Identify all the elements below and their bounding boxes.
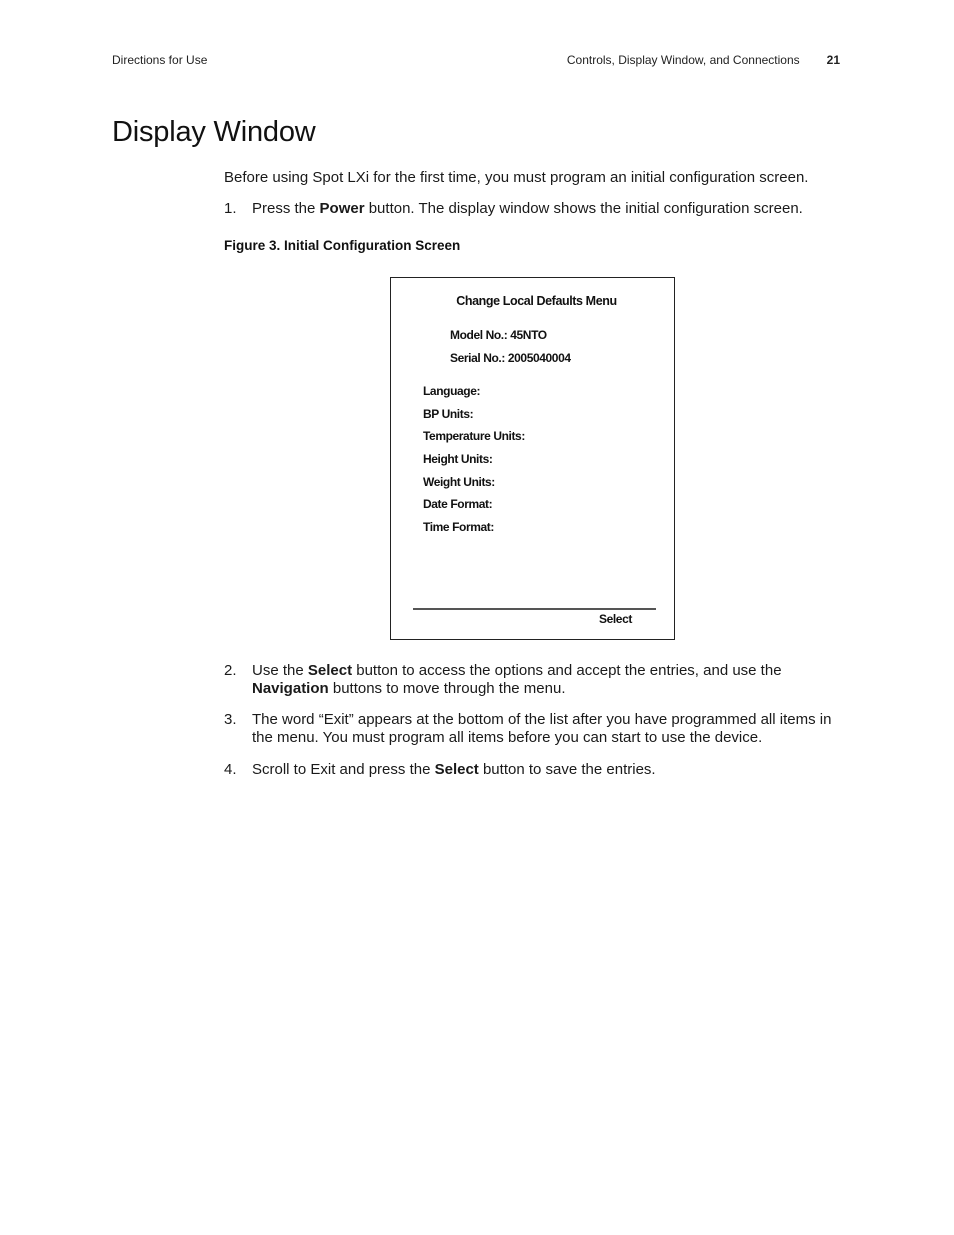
step-2 <box>224 662 849 698</box>
running-header-section: Controls, Display Window, and Connections <box>566 53 800 67</box>
running-header-left: Directions for Use <box>112 53 208 67</box>
select-term: Select <box>307 662 353 679</box>
menu-item-temperature-units: Temperature Units: <box>423 429 525 444</box>
running-header-right <box>567 53 840 67</box>
step-number: 1. <box>224 200 237 217</box>
page-title: Display Window <box>112 116 316 148</box>
menu-item-height-units: Height Units: <box>423 452 493 467</box>
step-number: 4. <box>224 761 237 778</box>
menu-item-date-format: Date Format: <box>423 497 493 512</box>
select-term: Select <box>434 761 479 778</box>
select-softkey-label: Select <box>599 612 632 626</box>
softkey-divider <box>413 608 656 610</box>
model-number: Model No.: 45NTO <box>450 328 547 342</box>
step-text: Use the Select button to access the options and accept the entries, and use the Navigation buttons to move through the menu. <box>252 662 782 697</box>
power-term: Power <box>319 200 365 217</box>
settings-menu <box>423 384 525 543</box>
serial-number: Serial No.: 2005040004 <box>450 351 571 365</box>
step-text: Press the Power button. The display window shows the initial configuration screen. <box>252 200 803 217</box>
step-1 <box>224 200 849 218</box>
screen-title: Change Local Defaults Menu <box>456 294 617 308</box>
step-text: Scroll to Exit and press the Select button to save the entries. <box>252 761 656 778</box>
configuration-screen-figure <box>390 277 675 640</box>
step-number: 2. <box>224 662 237 679</box>
page-number: 21 <box>826 53 840 67</box>
menu-item-language: Language: <box>423 384 481 398</box>
menu-item-weight-units: Weight Units: <box>423 474 495 489</box>
figure-caption: Figure 3. Initial Configuration Screen <box>224 238 461 253</box>
step-number: 3. <box>224 711 237 728</box>
menu-item-bp-units: BP Units: <box>423 406 474 421</box>
step-3 <box>224 711 849 747</box>
step-4 <box>224 761 849 779</box>
step-text: The word “Exit” appears at the bottom of the list after you have programmed all items in the menu. You must program all items before you can start to use the device. <box>252 711 832 746</box>
navigation-term: Navigation <box>252 680 329 697</box>
intro-paragraph: Before using Spot LXi for the first time, you must program an initial configuration screen. <box>224 169 809 186</box>
menu-item-time-format: Time Format: <box>423 520 494 535</box>
